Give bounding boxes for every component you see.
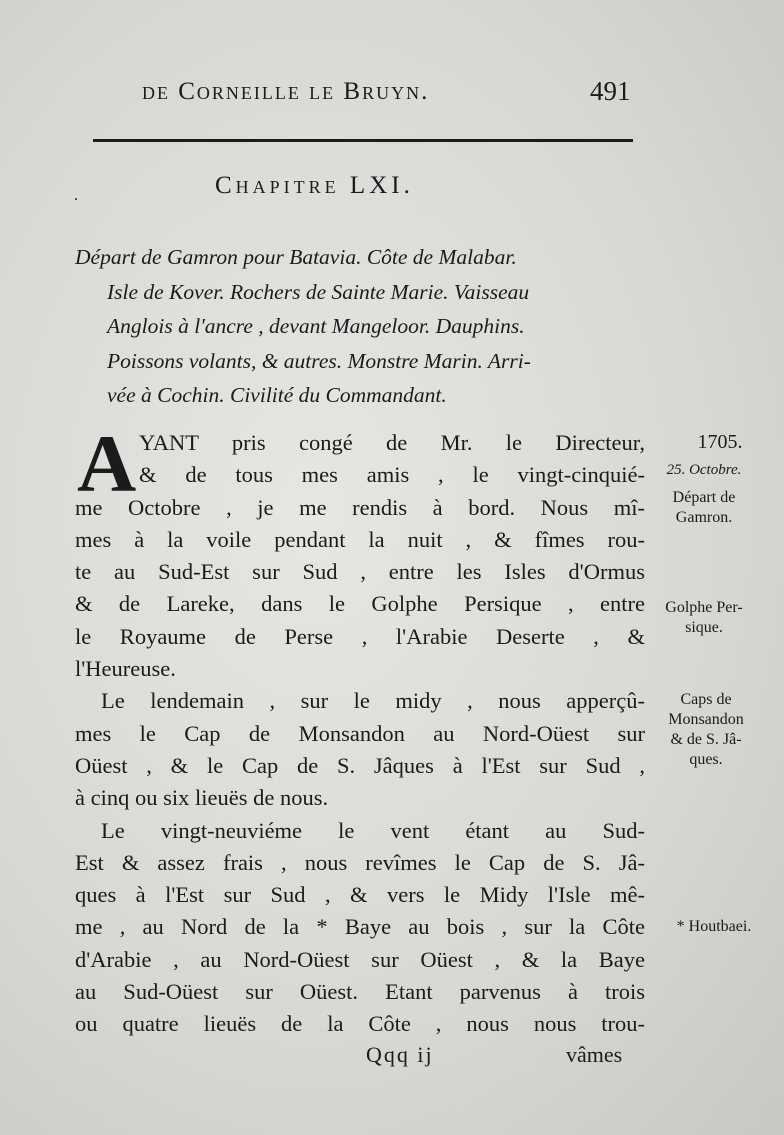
body-line: me , au Nord de la * Baye au bois , sur la Côte	[75, 914, 645, 940]
body-line: d'Arabie , au Nord-Oüest sur Oüest , & la Baye	[75, 946, 645, 972]
body-line: & de tous mes amis , le vingt-cinquié-	[139, 462, 645, 488]
summary-line: Poissons volants, & autres. Monstre Marin. Arri-	[107, 348, 531, 373]
margin-note-golphe: Golphe Per- sique.	[665, 599, 743, 636]
body-line: Le lendemain , sur le midy , nous apperçû-	[101, 688, 645, 714]
summary-line: Départ de Gamron pour Batavia. Côte de Malabar.	[75, 245, 517, 269]
chapter-summary	[75, 240, 647, 413]
body-line: Oüest , & le Cap de S. Jâques à l'Est sur Sud ,	[75, 752, 645, 778]
header-rule	[93, 139, 633, 142]
stray-mark: .	[74, 187, 78, 204]
summary-line: vée à Cochin. Civilité du Commandant.	[107, 383, 447, 407]
margin-year: 1705.	[697, 431, 743, 453]
body-line: le Royaume de Perse , l'Arabie Deserte , &	[75, 623, 645, 649]
signature-mark: Qqq ij	[366, 1042, 434, 1067]
catchword: vâmes	[566, 1042, 623, 1067]
body-line: au Sud-Oüest sur Oüest. Etant parvenus à trois	[75, 979, 645, 1005]
body-line: à cinq ou six lieuës de nous.	[75, 785, 329, 811]
running-header: de Corneille le Bruyn.	[142, 78, 430, 105]
page-number: 491	[590, 76, 631, 106]
body-line: ou quatre lieuës de la Côte , nous nous trou-	[75, 1011, 645, 1037]
body-line: mes à la voile pendant la nuit , & fîmes rou-	[75, 526, 645, 552]
body-line: ques à l'Est sur Sud , & vers le Midy l'Isle mê-	[75, 882, 645, 908]
body-line: l'Heureuse.	[75, 656, 176, 682]
body-line: Est & assez frais , nous revîmes le Cap de S. Jâ-	[75, 849, 645, 875]
body-line: te au Sud-Est sur Sud , entre les Isles d'Ormus	[75, 559, 645, 585]
margin-note-houtbaei: * Houtbaei.	[676, 918, 752, 935]
summary-line: Isle de Kover. Rochers de Sainte Marie. Vaisseau	[107, 279, 530, 304]
body-line: mes le Cap de Monsandon au Nord-Oüest sur	[75, 720, 645, 746]
body-text	[75, 418, 645, 1041]
body-line: Le vingt-neuviéme le vent étant au Sud-	[101, 817, 645, 843]
drop-cap: A	[77, 418, 137, 509]
body-line: me Octobre , je me rendis à bord. Nous mî-	[75, 494, 645, 520]
summary-line: Anglois à l'ancre , devant Mangeloor. Dauphins.	[107, 314, 525, 338]
margin-note-caps: Caps de Monsandon & de S. Jâ- ques.	[668, 691, 744, 768]
chapter-title: Chapitre LXI.	[215, 172, 414, 199]
margin-note-depart: Départ de Gamron.	[672, 489, 736, 526]
body-line: YANT pris congé de Mr. le Directeur,	[139, 430, 645, 455]
body-line: & de Lareke, dans le Golphe Persique , entre	[75, 591, 645, 617]
margin-date: 25. Octobre.	[666, 462, 742, 478]
